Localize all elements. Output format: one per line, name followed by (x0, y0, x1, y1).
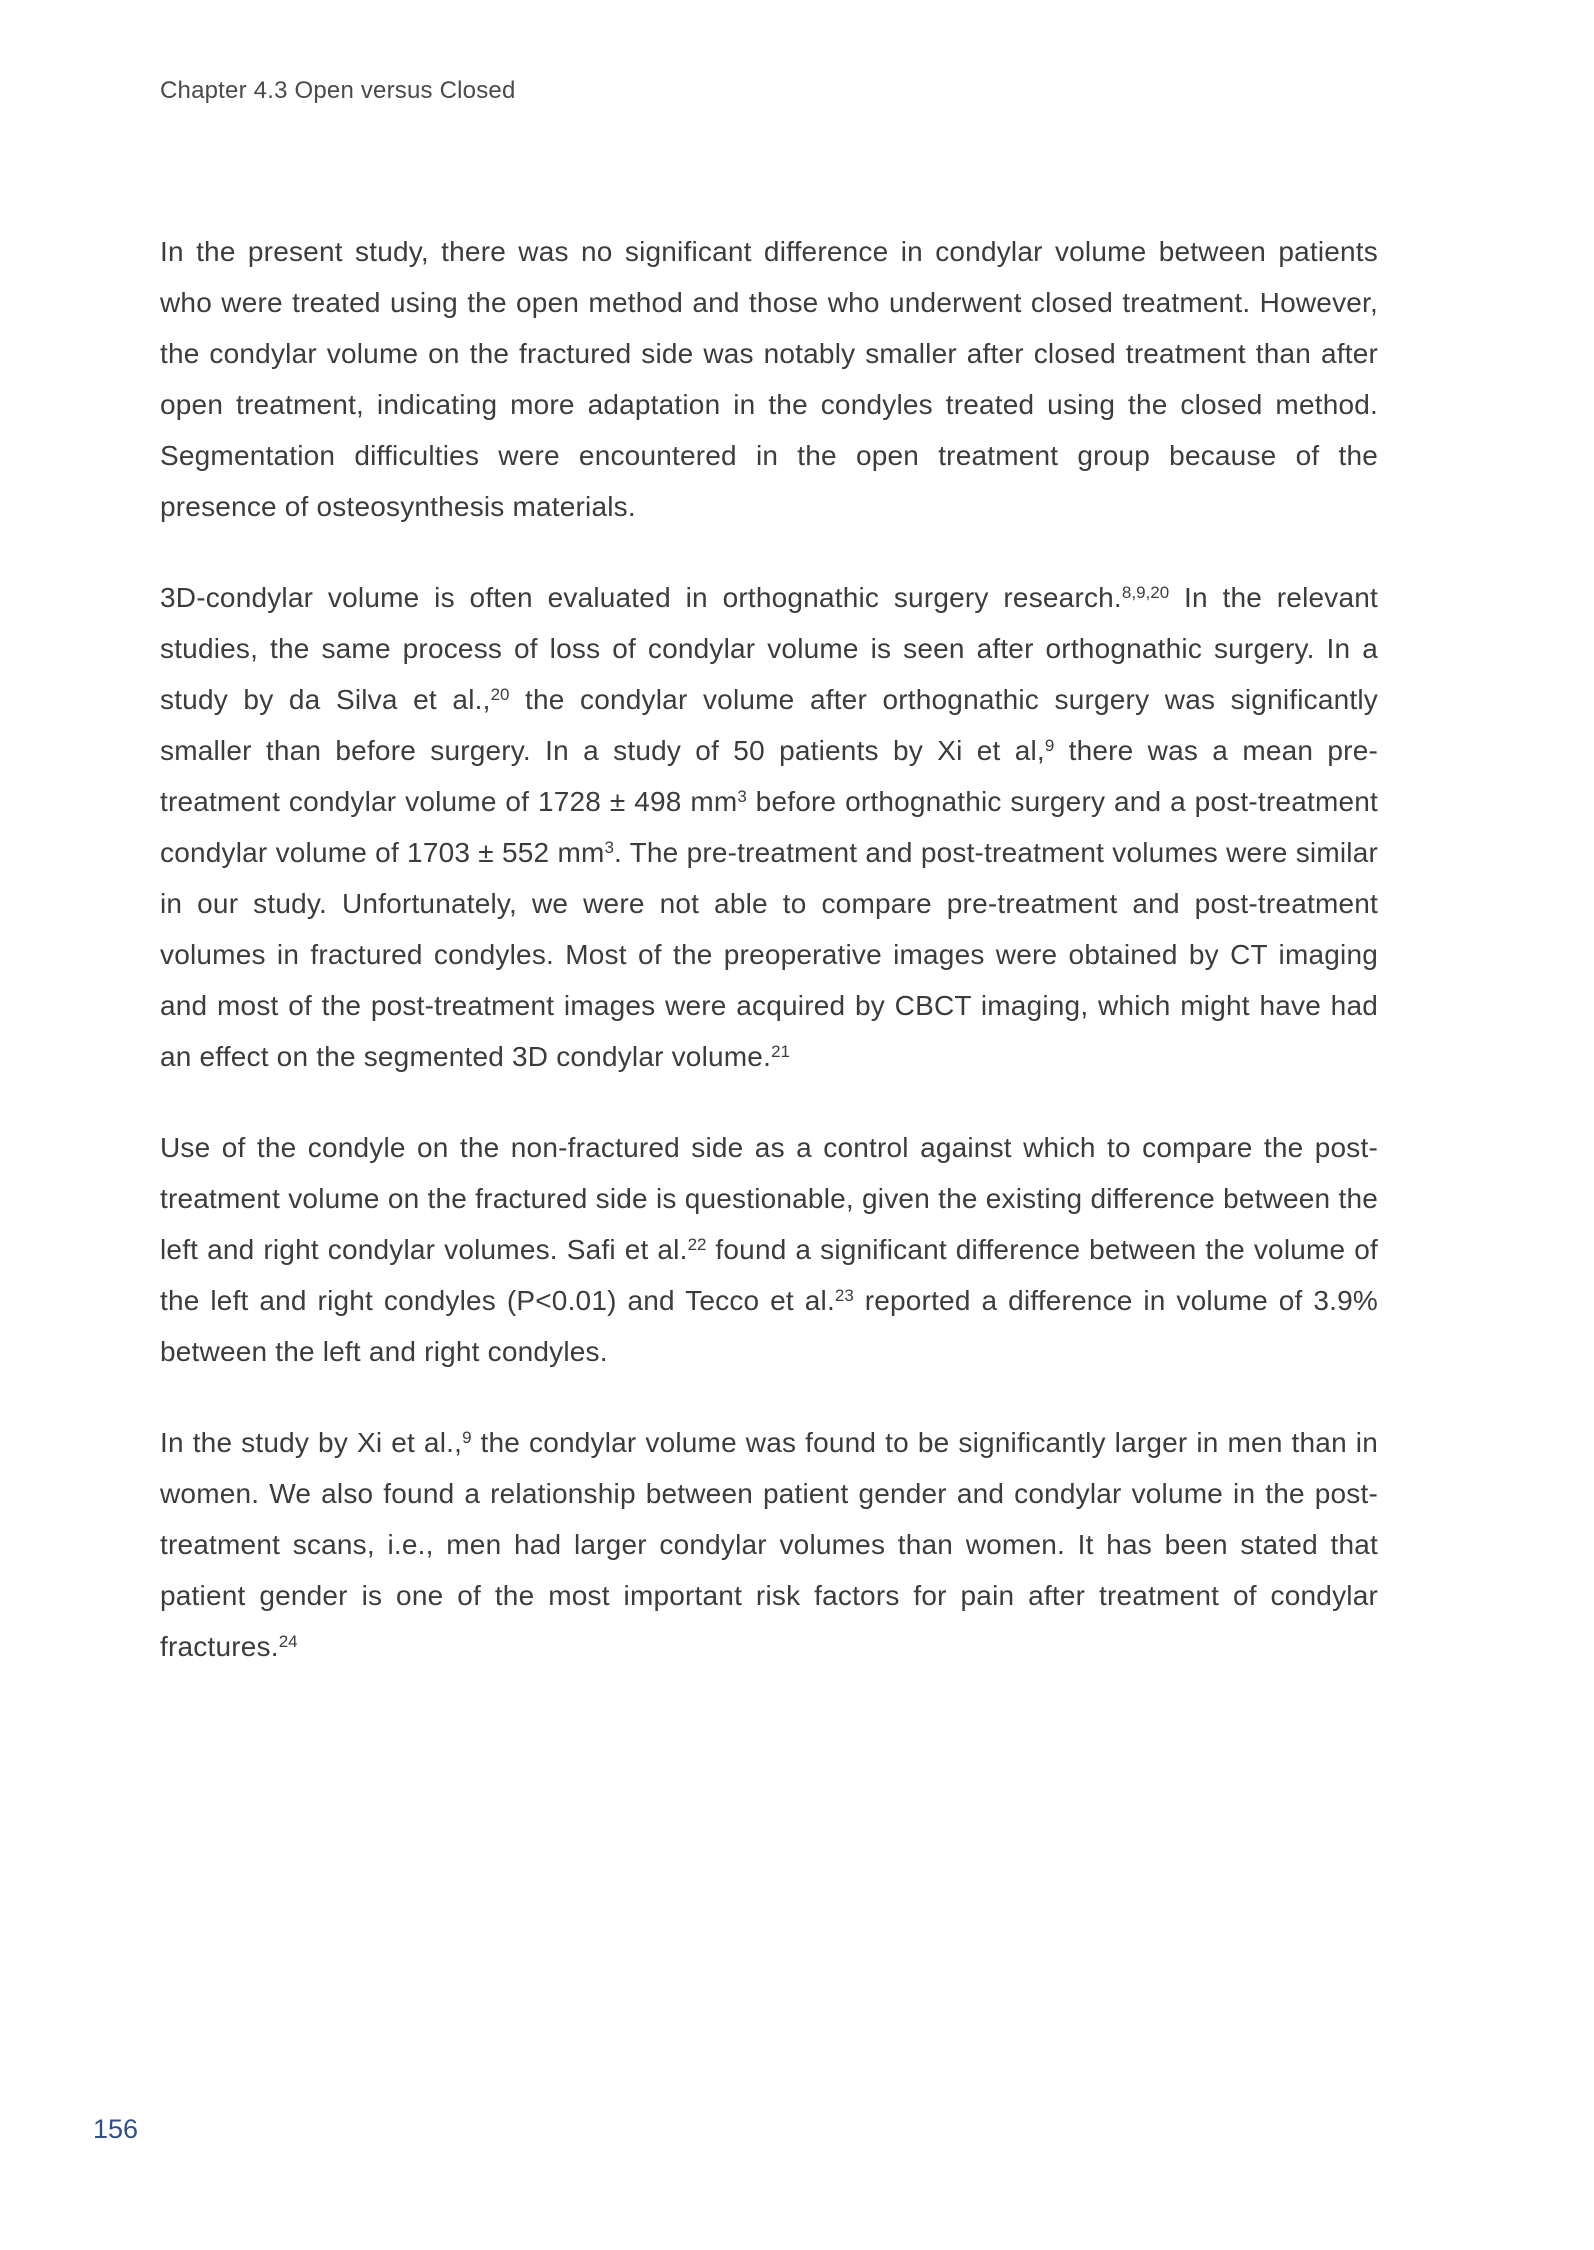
paragraph: In the present study, there was no significant difference in condylar volume between patients who were treated using the open method and those who underwent closed treatment. However, the condylar volume on the fractured side was notably smaller after closed treatment than after open treatment, indicating more adaptation in the condyles treated using the closed method. Segmentation difficulties were encountered in the open treatment group because of the presence of osteosynthesis materials. (160, 236, 1378, 522)
citation-superscript: 22 (687, 1234, 707, 1254)
citation-superscript: 3 (737, 786, 747, 806)
citation-superscript: 21 (771, 1041, 790, 1061)
citation-superscript: 8,9,20 (1121, 582, 1170, 602)
citation-superscript: 24 (278, 1631, 298, 1651)
body-text (160, 226, 1378, 1712)
citation-superscript: 20 (490, 684, 510, 704)
paragraph: Use of the condyle on the non-fractured side as a control against which to compare the post-treatment volume on the fractured side is questionable, given the existing difference between the left and right condylar volumes. Safi et al.$^{22}$ found a significant difference between the volume of the left and right condyles (P<0.01) and Tecco et al.$^{23}$ reported a difference in volume of 3.9% between the left and right condyles. (160, 1132, 1379, 1367)
running-header: Chapter 4.3 Open versus Closed (160, 77, 516, 104)
paragraph: 3D-condylar volume is often evaluated in orthognathic surgery research.$^{8,9,20}$ In the relevant studies, the same process of loss of condylar volume is seen after orthognathic surgery. In a study by da Silva et al.,$^{20}$ the condylar volume after orthognathic surgery was significantly smaller than before surgery. In a study of 50 patients by Xi et al,$^9$ there was a mean pre-treatment condylar volume of 1728 ± 498 $mm^3$ before orthognathic surgery and a post-treatment condylar volume of 1703 ± 552 $mm^3$. The pre-treatment and post-treatment volumes were similar in our study. Unfortunately, we were not able to compare pre-treatment and post-treatment volumes in fractured condyles. Most of the preoperative images were obtained by CT imaging and most of the post-treatment images were acquired by CBCT imaging, which might have had an effect on the segmented 3D condylar volume.$^{21}$ (160, 582, 1379, 1072)
page-number: 156 (93, 2114, 139, 2144)
citation-superscript: 3 (604, 837, 614, 857)
paragraph: In the study by Xi et al.,$^9$ the condylar volume was found to be significantly larger in men than in women. We also found a relationship between patient gender and condylar volume in the post-treatment scans, i.e., men had larger condylar volumes than women. It has been stated that patient gender is one of the most important risk factors for pain after treatment of condylar fractures.$^{24}$ (160, 1427, 1378, 1662)
citation-superscript: 9 (1044, 735, 1055, 755)
citation-superscript: 9 (462, 1427, 472, 1447)
citation-superscript: 23 (834, 1285, 854, 1305)
